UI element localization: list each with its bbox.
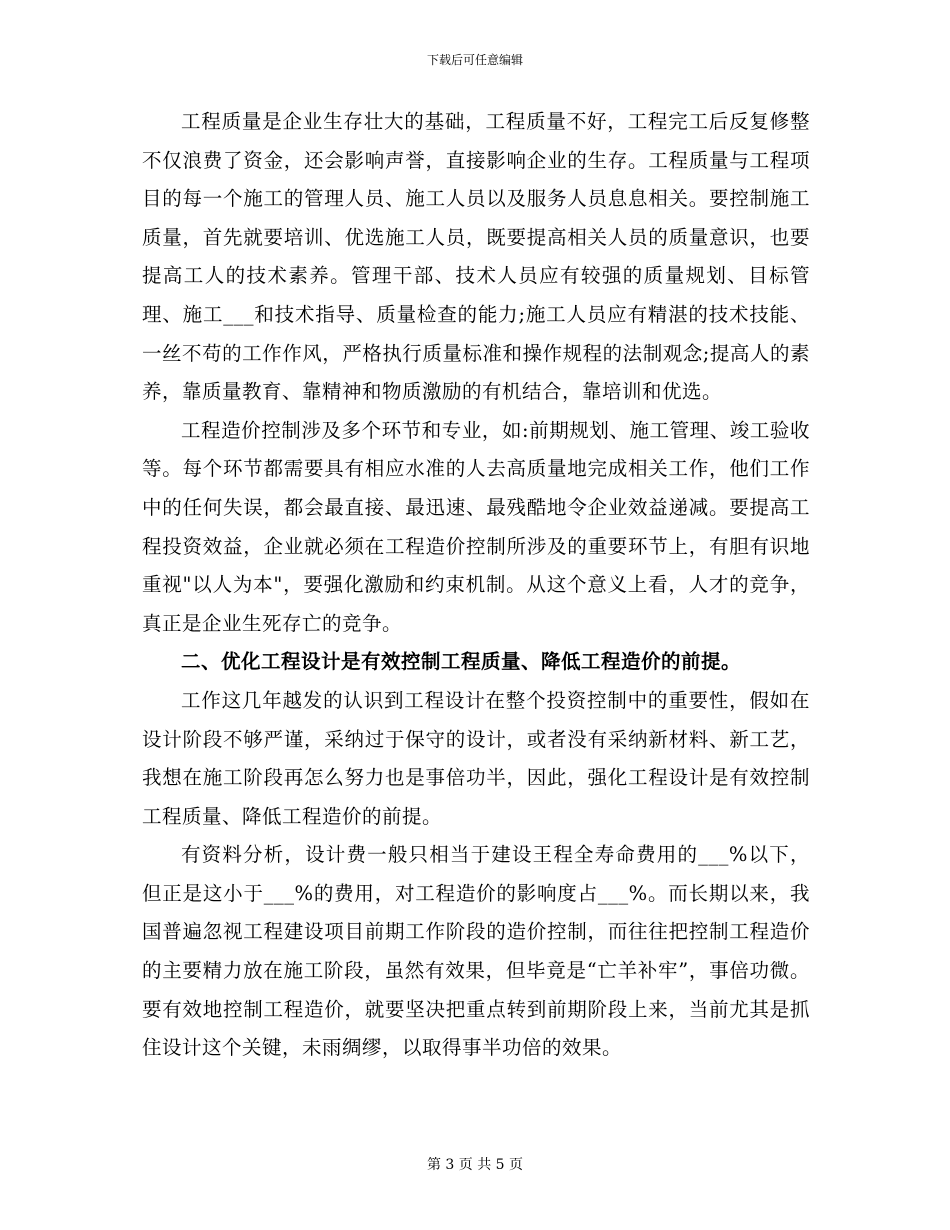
paragraph-quality: 工程质量是企业生存壮大的基础，工程质量不好，工程完工后反复修整不仅浪费了资金，还会影响声誉，直接影响企业的生存。工程质量与工程项目的每一个施工的管理人员、施工人员以及服务人员息息相关。要控制施工质量，首先就要培训、优选施工人员，既要提高相关人员的质量意识，也要提高工人的技术素养。管理干部、技术人员应有较强的质量规划、目标管理、施工___和技术指导、质量检查的能力;施工人员应有精湛的技术技能、一丝不苟的工作作风，严格执行质量标准和操作规程的法制观念;提高人的素养，靠质量教育、靠精神和物质激励的有机结合，靠培训和优选。 [142,110,810,404]
page-footer: 第 3 页 共 5 页 [426,1157,524,1173]
page-header: 下载后可任意编辑 [426,53,523,67]
paragraph-design-importance: 工作这几年越发的认识到工程设计在整个投资控制中的重要性，假如在设计阶段不够严谨，采纳过于保守的设计，或者没有采纳新材料、新工艺，我想在施工阶段再怎么努力也是事倍功半，因此，强化工程设计是有效控制工程质量、降低工程造价的前提。 [142,688,810,828]
paragraph-cost-control: 工程造价控制涉及多个环节和专业，如:前期规划、施工管理、竣工验收等。每个环节都需要具有相应水准的人去高质量地完成相关工作，他们工作中的任何失误，都会最直接、最迅速、最残酷地令企业效益递减。要提高工程投资效益，企业就必须在工程造价控制所涉及的重要环节上，有胆有识地重视"以人为本"，要强化激励和约束机制。从这个意义上看，人才的竞争，真正是企业生死存亡的竞争。 [142,418,810,635]
document-body [142,103,810,1068]
section-heading-2: 二、优化工程设计是有效控制工程质量、降低工程造价的前提。 [181,650,742,674]
paragraph-design-cost: 有资料分析，设计费一般只相当于建设王程全寿命费用的___%以下，但正是这小于___%的费用，对工程造价的影响度占___%。而长期以来，我国普遍忽视工程建设项目前期工作阶段的造价控制，而往往把控制工程造价的主要精力放在施工阶段，虽然有效果，但毕竟是“亡羊补牢”，事倍功微。要有效地控制工程造价，就要坚决把重点转到前期阶段上来，当前尤其是抓住设计这个关键，未雨绸缪，以取得事半功倍的效果。 [142,843,810,1060]
